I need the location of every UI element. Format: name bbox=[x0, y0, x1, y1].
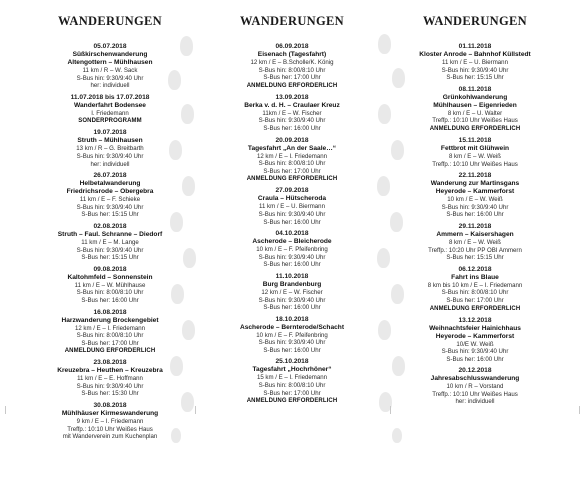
hike-date: 09.08.2018 bbox=[93, 265, 127, 273]
hike-detail: S-Bus hin: 8:00/8:10 Uhr bbox=[258, 160, 326, 168]
hike-detail: her: individuell bbox=[90, 82, 130, 90]
hike-detail: S-Bus hin: 9:30/9:40 Uhr bbox=[441, 66, 509, 74]
hike-detail: 10 km / E – W. Weiß bbox=[447, 196, 503, 204]
hike-detail: S-Bus her: 15:30 Uhr bbox=[81, 390, 139, 398]
hike-detail: S-Bus hin: 8:00/8:10 Uhr bbox=[258, 66, 326, 74]
hike-detail: her: individuell bbox=[455, 398, 495, 406]
hike-date: 20.12.2018 bbox=[458, 367, 492, 375]
hike-detail: S-Bus her: 17:00 Uhr bbox=[263, 389, 321, 397]
hike-entry bbox=[385, 43, 565, 82]
hike-entry bbox=[385, 317, 565, 364]
hike-title: Ascherode – Bleicherode bbox=[252, 238, 332, 246]
hike-entry bbox=[202, 230, 382, 269]
hike-detail: S-Bus her: 17:00 Uhr bbox=[263, 74, 321, 82]
fold-mark bbox=[579, 406, 580, 414]
hike-detail: S-Bus hin: 8:00/8:10 Uhr bbox=[76, 332, 144, 340]
entry-list bbox=[202, 43, 382, 405]
hike-entry bbox=[385, 223, 565, 262]
registration-note: ANMELDUNG ERFORDERLICH bbox=[246, 176, 338, 183]
hike-detail: S-Bus her: 15:15 Uhr bbox=[446, 254, 504, 262]
hike-entry bbox=[20, 223, 200, 262]
hike-title: Helbetalwanderung Friedrichsrode – Obergebra bbox=[66, 180, 154, 196]
hike-detail: 10 km / E – F. Pfeifenbring bbox=[256, 331, 328, 339]
hike-title: Struth – Mühlhausen bbox=[77, 137, 143, 145]
hike-entry bbox=[20, 129, 200, 168]
registration-note: ANMELDUNG ERFORDERLICH bbox=[429, 125, 521, 132]
hike-date: 02.08.2018 bbox=[93, 222, 127, 230]
hike-date: 11.07.2018 bis 17.07.2018 bbox=[70, 93, 150, 101]
column-november-december bbox=[385, 14, 565, 410]
hike-detail: S-Bus her: 16:00 Uhr bbox=[263, 304, 321, 312]
hike-detail: S-Bus hin: 9:30/9:40 Uhr bbox=[258, 253, 326, 261]
hike-detail: S-Bus her: 16:00 Uhr bbox=[263, 218, 321, 226]
hike-date: 29.11.2018 bbox=[458, 222, 492, 230]
hike-detail: 10 km / R – Vorstand bbox=[446, 383, 504, 391]
hike-date: 05.07.2018 bbox=[93, 43, 127, 50]
hike-detail: S-Bus her: 16:00 Uhr bbox=[263, 124, 321, 132]
hike-detail: S-Bus her: 16:00 Uhr bbox=[446, 211, 504, 219]
hike-title: Burg Brandenburg bbox=[262, 280, 322, 288]
hike-detail: S-Bus her: 15:15 Uhr bbox=[81, 254, 139, 262]
hike-date: 04.10.2018 bbox=[275, 230, 309, 238]
hike-detail: 11 km / E – W. Mühlhause bbox=[74, 281, 146, 289]
hike-date: 18.10.2018 bbox=[275, 315, 309, 323]
hike-detail: S-Bus hin: 9:30/9:40 Uhr bbox=[76, 74, 144, 82]
hike-title: Wanderung zur Martinsgans Heyerode – Kammerforst bbox=[430, 180, 520, 196]
registration-note: ANMELDUNG ERFORDERLICH bbox=[246, 82, 338, 89]
hike-date: 15.11.2018 bbox=[458, 136, 492, 144]
hike-detail: 12 km / E – I. Friedemann bbox=[256, 152, 328, 160]
hike-date: 19.07.2018 bbox=[93, 129, 127, 137]
hike-detail: Treffp.: 10:20 Uhr PP OBI Ammern bbox=[428, 246, 522, 254]
hike-title: Berka v. d. H. – Craulaer Kreuz bbox=[244, 101, 340, 109]
hike-title: Eisenach (Tagesfahrt) bbox=[257, 51, 327, 58]
hike-entry bbox=[385, 137, 565, 168]
hike-title: Kaltohmfeld – Sonnenstein bbox=[67, 273, 153, 281]
hike-detail: 12 km / E – B.Scholle/K. König bbox=[250, 59, 334, 66]
entry-list bbox=[385, 43, 565, 406]
hike-date: 22.11.2018 bbox=[458, 172, 492, 180]
hike-detail: S-Bus hin: 9:30/9:40 Uhr bbox=[258, 296, 326, 304]
hike-date: 23.08.2018 bbox=[93, 359, 127, 367]
hike-date: 06.09.2018 bbox=[275, 43, 309, 50]
hike-entry bbox=[202, 358, 382, 405]
hike-detail: her: individuell bbox=[90, 160, 130, 168]
hike-title: Ammern – Kaisershagen bbox=[436, 230, 514, 238]
hike-detail: 10/E W. Weiß bbox=[456, 340, 494, 348]
hike-detail: S-Bus her: 17:00 Uhr bbox=[81, 339, 139, 347]
hike-title: Kloster Anrode – Bahnhof Küllstedt bbox=[419, 51, 531, 58]
hike-title: Tagesfahrt „Hochrhöner“ bbox=[252, 366, 332, 374]
hike-title: Tagesfahrt „An der Saale…“ bbox=[247, 144, 337, 152]
hike-detail: S-Bus hin: 9:30/9:40 Uhr bbox=[441, 203, 509, 211]
hike-title: Kreuzebra – Heuthen – Kreuzebra bbox=[57, 367, 163, 375]
hike-detail: 11 km / E – U. Biermann bbox=[259, 203, 325, 211]
hike-entry bbox=[385, 86, 565, 133]
hike-detail: S-Bus hin: 9:30/9:40 Uhr bbox=[258, 339, 326, 347]
hike-detail: S-Bus her: 16:00 Uhr bbox=[81, 296, 139, 304]
hike-entry bbox=[385, 266, 565, 313]
hike-detail: Treffp.: 10:10 Uhr Weißes Haus bbox=[432, 160, 518, 168]
hike-detail: 8 km bis 10 km / E – I. Friedemann bbox=[427, 281, 523, 289]
hike-title: Mühlhäuser Kirmeswanderung bbox=[61, 410, 159, 418]
hike-entry bbox=[202, 273, 382, 312]
hike-detail: S-Bus hin: 9:30/9:40 Uhr bbox=[441, 348, 509, 356]
hike-detail: S-Bus hin: 8:00/8:10 Uhr bbox=[258, 382, 326, 390]
hike-date: 25.10.2018 bbox=[275, 358, 309, 366]
registration-note: ANMELDUNG ERFORDERLICH bbox=[64, 348, 156, 355]
registration-note: ANMELDUNG ERFORDERLICH bbox=[246, 398, 338, 405]
hike-detail: 12 km / E – W. Fischer bbox=[261, 288, 323, 296]
hike-detail: 11 km / E – U. Biermann bbox=[442, 59, 508, 66]
column-title: WANDERUNGEN bbox=[422, 14, 527, 28]
hike-title: Fettbrot mit Glühwein bbox=[440, 144, 510, 152]
hike-title: Ascherode – Bernterode/Schacht bbox=[239, 323, 345, 331]
hike-detail: Treffp.: 10:10 Uhr Weißes Haus bbox=[432, 390, 518, 398]
column-title: WANDERUNGEN bbox=[57, 14, 162, 28]
hike-detail: 8 km / E – W. Weiß bbox=[448, 152, 502, 160]
hike-entry bbox=[202, 137, 382, 184]
column-september-october bbox=[202, 14, 382, 409]
hike-detail: S-Bus hin: 9:30/9:40 Uhr bbox=[76, 152, 144, 160]
hike-detail: S-Bus her: 17:00 Uhr bbox=[263, 167, 321, 175]
hike-detail: 8 km / E – W. Weiß bbox=[448, 238, 502, 246]
hike-detail: 11 km / R – W. Sack bbox=[82, 67, 138, 74]
hike-detail: 15 km / E – I. Friedemann bbox=[256, 374, 328, 382]
hike-detail: 13 km / R – G. Breitbarth bbox=[76, 145, 144, 153]
hike-detail: S-Bus her: 16:00 Uhr bbox=[263, 346, 321, 354]
hike-entry bbox=[20, 359, 200, 398]
hike-title: Harzwanderung Brockengebiet bbox=[61, 316, 159, 324]
footprint-icon bbox=[392, 428, 402, 443]
hike-entry bbox=[20, 172, 200, 219]
hike-entry bbox=[202, 94, 382, 133]
hike-entry bbox=[202, 316, 382, 355]
hike-detail: 11km / E – W. Fischer bbox=[262, 109, 322, 117]
hike-detail: Treffp.: 10:10 Uhr Weißes Haus bbox=[67, 425, 153, 433]
hike-date: 08.11.2018 bbox=[458, 85, 492, 93]
hike-detail: S-Bus hin: 9:30/9:40 Uhr bbox=[258, 117, 326, 125]
hike-date: 30.08.2018 bbox=[93, 402, 127, 410]
registration-note: ANMELDUNG ERFORDERLICH bbox=[429, 305, 521, 312]
hike-detail: S-Bus hin: 9:30/9:40 Uhr bbox=[76, 246, 144, 254]
hike-entry bbox=[20, 94, 200, 126]
hike-title: Craula – Hütscheroda bbox=[257, 195, 327, 203]
hike-detail: 11 km / E – E. Hoffmann bbox=[77, 375, 143, 383]
hike-date: 26.07.2018 bbox=[93, 172, 127, 180]
hike-date: 27.09.2018 bbox=[275, 187, 309, 195]
entry-list bbox=[20, 43, 200, 441]
hike-detail: 9 km / E – I. Friedemann bbox=[76, 418, 144, 426]
hike-title: Weihnachtsfeier Hainichhaus Heyerode – Kammerforst bbox=[429, 324, 521, 340]
column-title: WANDERUNGEN bbox=[239, 14, 344, 28]
hike-title: Wanderfahrt Bodensee bbox=[74, 101, 146, 109]
hike-date: 16.08.2018 bbox=[93, 308, 127, 316]
hike-detail: mit Wanderverein zum Kuchenplan bbox=[62, 433, 158, 441]
hike-detail: S-Bus her: 15:15 Uhr bbox=[81, 211, 139, 219]
hike-detail: 12 km / E – I. Friedemann bbox=[74, 324, 146, 332]
fold-mark bbox=[5, 406, 6, 414]
hike-detail: S-Bus her: 15:15 Uhr bbox=[446, 74, 504, 82]
hike-entry bbox=[20, 43, 200, 90]
hike-date: 11.10.2018 bbox=[275, 272, 309, 280]
hike-detail: Treffp.: 10:10 Uhr Weißes Haus bbox=[432, 117, 518, 125]
hike-detail: S-Bus hin: 8:00/8:10 Uhr bbox=[441, 289, 509, 297]
hike-detail: 8 km / E – U. Walter bbox=[447, 109, 503, 117]
hike-entry bbox=[202, 43, 382, 90]
hike-detail: S-Bus her: 16:00 Uhr bbox=[263, 261, 321, 269]
hike-detail: S-Bus her: 17:00 Uhr bbox=[446, 296, 504, 304]
hike-title: Grünkohlwanderung Mühlhausen – Eigenrieden bbox=[433, 93, 517, 109]
hike-title: Jahresabschlusswanderung bbox=[430, 375, 520, 383]
hike-detail: 11 km / E – F. Schieke bbox=[79, 196, 141, 204]
hike-date: 13.09.2018 bbox=[275, 93, 309, 101]
hike-detail: 11 km / E – M. Lange bbox=[81, 238, 139, 246]
hike-detail: S-Bus hin: 9:30/9:40 Uhr bbox=[76, 203, 144, 211]
hike-detail: 10 km / E – F. Pfeifenbring bbox=[256, 246, 328, 254]
hike-title: Struth – Faul. Schranne – Diedorf bbox=[57, 230, 163, 238]
hike-date: 06.12.2018 bbox=[458, 265, 492, 273]
column-july-august bbox=[20, 14, 200, 445]
hike-title: Fahrt ins Blaue bbox=[451, 273, 499, 281]
hike-entry bbox=[202, 187, 382, 226]
hike-date: 01.11.2018 bbox=[458, 43, 492, 50]
hike-entry bbox=[20, 309, 200, 356]
hike-detail: S-Bus hin: 9:30/9:40 Uhr bbox=[76, 382, 144, 390]
hike-detail: S-Bus her: 16:00 Uhr bbox=[446, 355, 504, 363]
hike-detail: S-Bus hin: 8:00/8:10 Uhr bbox=[76, 289, 144, 297]
hike-entry bbox=[20, 402, 200, 441]
hike-detail: I. Friedemann bbox=[91, 109, 129, 117]
hike-date: 20.09.2018 bbox=[275, 136, 309, 144]
hike-entry bbox=[385, 367, 565, 406]
hike-entry bbox=[385, 172, 565, 219]
hike-entry bbox=[20, 266, 200, 305]
registration-note: SONDERPROGRAMM bbox=[78, 118, 142, 125]
hike-detail: S-Bus hin: 9:30/9:40 Uhr bbox=[258, 210, 326, 218]
hike-date: 13.12.2018 bbox=[458, 316, 492, 324]
hike-title: Süßkirschenwanderung Altengottern – Mühlhausen bbox=[67, 51, 153, 66]
